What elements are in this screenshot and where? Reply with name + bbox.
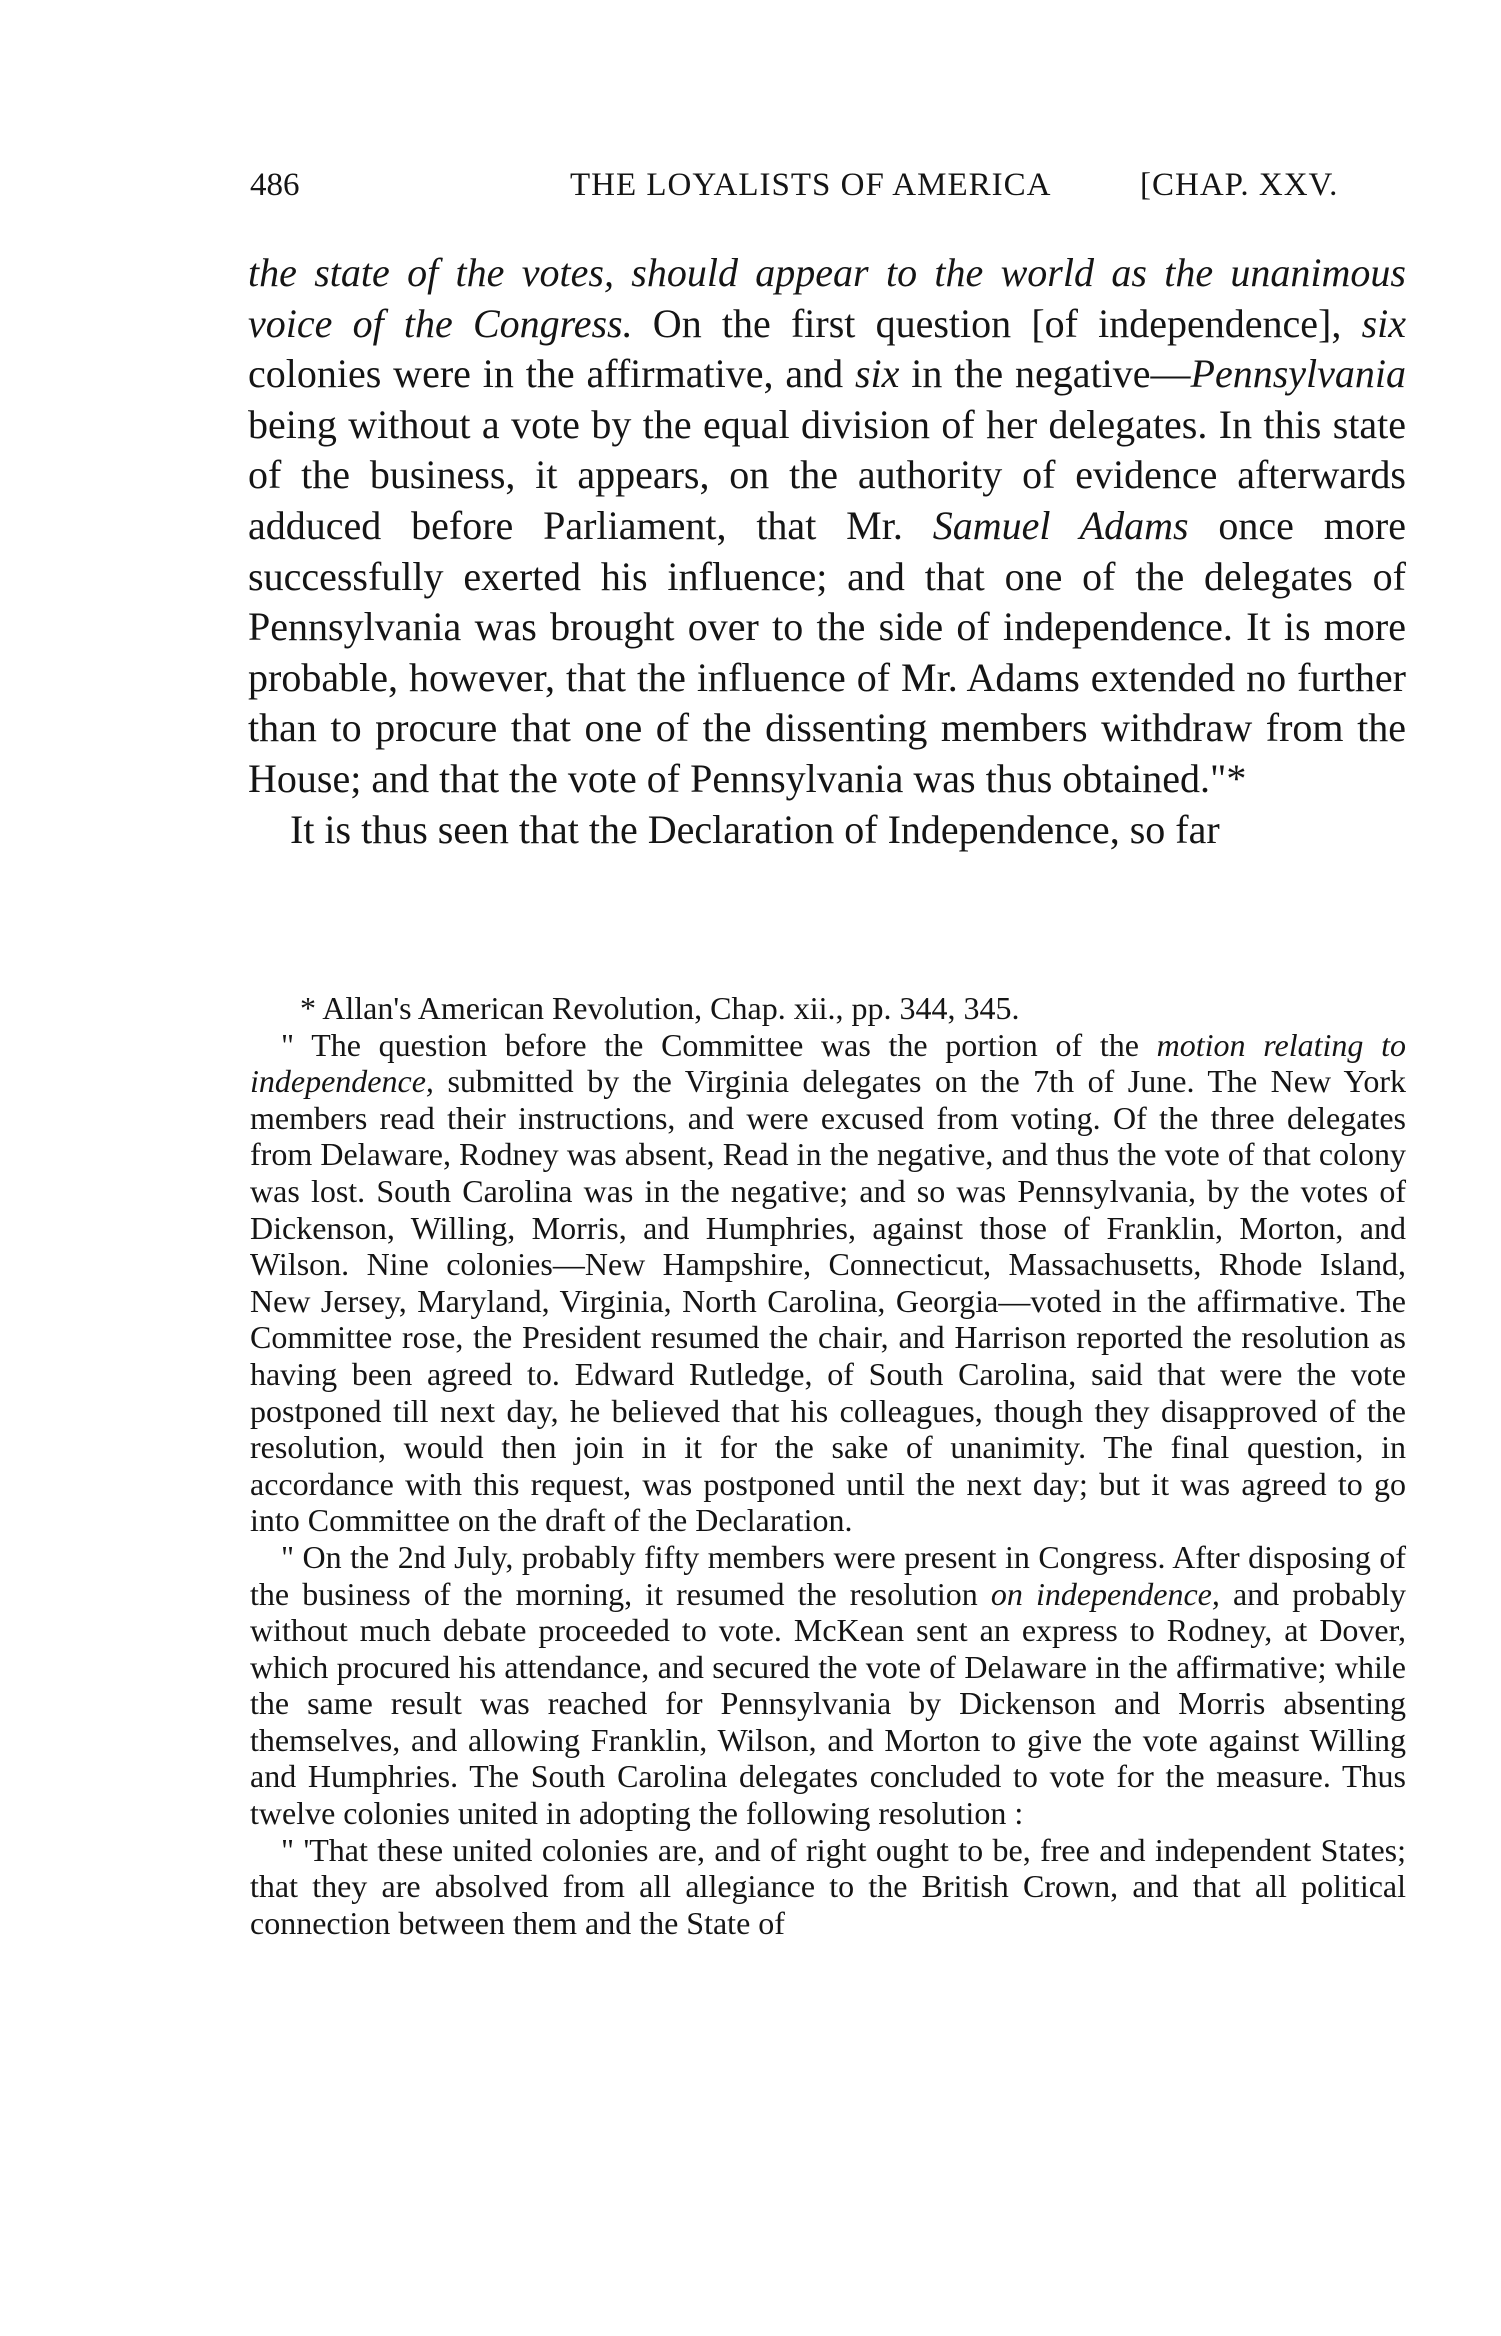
italic-six: six — [854, 351, 900, 397]
text-run: colonies were in the affirmative, and — [248, 351, 855, 397]
text-run: being without a vote by the equal division of her delegates. In this state of the business, it appears, on the authority of evidence afterwards adduced before Parliament, that Mr. — [248, 401, 1406, 548]
chapter-label: [CHAP. XXV. — [1140, 167, 1339, 203]
main-paragraph-1 — [248, 248, 1406, 805]
text-run: " The question before the Committee was the portion of the — [281, 1026, 1157, 1063]
footnote-citation: * Allan's American Revolution, Chap. xii., pp. 344, 345. — [300, 990, 1020, 1026]
italic-independence: on independence, — [990, 1575, 1220, 1612]
quoted-italic-phrase: the state of the votes, should appear to the world as the unanimous voice of the Congress. — [248, 250, 1406, 346]
text-run: once more successfully exerted his influence; and that one of the delegates of Pennsylvania was brought over to the side of independence. It is more probable, however, that the influence of Mr. Adams extended no further than to procure that one of the dissenting members withdraw from the House; and that the vote of Pennsylvania was thus obtained."* — [248, 502, 1406, 801]
running-title: THE LOYALISTS OF AMERICA — [570, 167, 1052, 203]
italic-pennsylvania: Pennsylvania — [1190, 351, 1407, 397]
main-text — [248, 248, 1406, 855]
italic-motion: motion relating to independence, — [250, 1026, 1406, 1100]
footnote-paragraph-committee — [250, 1027, 1406, 1539]
text-run: and probably without much debate proceeded to vote. McKean sent an express to Rodney, at Dover, which procured his attendance, and secured the vote of Delaware in the affirmative; while the same result was reached for Pennsylvania by Dickenson and Morris absenting themselves, and allowing Franklin, Wilson, and Morton to give the vote against Willing and Humphries. The South Carolina delegates concluded to vote for the measure. Thus twelve colonies united in adopting the following resolution : — [250, 1575, 1407, 1832]
page-number: 486 — [250, 167, 300, 203]
footnote-paragraph-resolution: " 'That these united colonies are, and of right ought to be, free and independent States; that they are absolved from all allegiance to the British Crown, and that all political connection between them and the State of — [250, 1831, 1406, 1941]
text-run: " On the 2nd July, probably fifty members were present in Congress. After disposing of the business of the morning, it resumed the resolution — [250, 1538, 1406, 1612]
main-paragraph-2: It is thus seen that the Declaration of Independence, so far — [290, 806, 1220, 852]
running-head — [250, 160, 1400, 210]
text-run: in the negative— — [899, 351, 1191, 397]
italic-six: six — [1361, 300, 1407, 346]
footnote-paragraph-july — [250, 1539, 1406, 1832]
text-run: submitted by the Virginia delegates on the 7th of June. The New York members read their instructions, and were excused from voting. Of the three delegates from Delaware, Rodney was absent, Read in the negative, and thus the vote of that colony was lost. South Carolina was in the negative; and so was Pennsylvania, by the votes of Dickenson, Willing, Morris, and Humphries, against those of Franklin, Morton, and Wilson. Nine colonies—New Hampshire, Connecticut, Massachusetts, Rhode Island, New Jersey, Maryland, Virginia, North Carolina, Georgia—voted in the affirmative. The Committee rose, the President resumed the chair, and Harrison reported the resolution as having been agreed to. Edward Rutledge, of South Carolina, said that were the vote postponed till next day, he believed that his colleagues, though they disapproved of the resolution, would then join in it for the sake of unanimity. The final question, in accordance with this request, was postponed until the next day; but it was agreed to go into Committee on the draft of the Declaration. — [250, 1063, 1406, 1539]
italic-samuel-adams: Samuel Adams — [932, 502, 1189, 548]
footnotes — [250, 990, 1406, 1941]
text-run: On the first question [of independence], — [632, 300, 1362, 346]
